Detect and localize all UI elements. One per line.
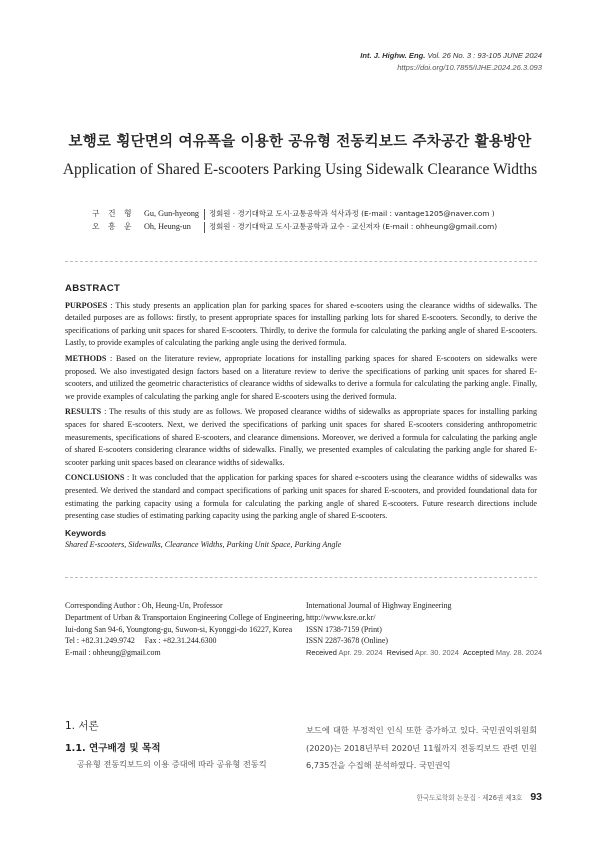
author-department: Department of Urban & Transportaion Engineering College of Engineering, [65, 612, 305, 622]
abstract-purposes [65, 300, 537, 350]
received-date: Apr. 29. 2024 [338, 648, 383, 658]
methods-label: METHODS [65, 353, 107, 363]
page-number: 93 [530, 791, 542, 803]
title-english: Application of Shared E-scooters Parking Using Sidewalk Clearance Widths [62, 161, 538, 178]
author-row [92, 208, 497, 221]
author-affiliation: 정회원 · 경기대학교 도시·교통공학과 석사과정 (E-mail : vantage1205@naver.com ) [209, 209, 495, 218]
results-label: RESULTS [65, 407, 102, 417]
conclusions-label: CONCLUSIONS [65, 473, 125, 483]
author-email[interactable]: E-mail : ohheung@gmail.com [65, 648, 161, 658]
conclusions-text: : It was concluded that the application for parking spaces for shared e-scooters using the clearance widths of sidewalks was presented. We derived the standard and compact specifications of parking unit spaces for shared E-scooters, and provided foundational data for estimating the parking capacity using a formula for calculating the parking angle of shared E-scooters. Future research directions include presenting case studies of estimating parking capacity using the parking angle of shared E-scooters. [65, 473, 537, 521]
accepted-date: May. 28. 2024 [495, 648, 543, 658]
author-affiliation: 정회원 · 경기대학교 도시·교통공학과 교수 · 교신저자 (E-mail : ohheung@gmail.com) [209, 221, 498, 231]
correspondence-block [65, 600, 305, 659]
author-address: Iui-dong San 94-6, Youngtong-gu, Suwon-si, Kyonggi-do 16227, Korea [65, 624, 293, 634]
subsection-title: 1.1. 연구배경 및 목적 [65, 743, 161, 754]
author-english-name: Gu, Gun-hyeong [144, 209, 200, 218]
author-english-name: Oh, Heung-un [144, 221, 191, 231]
author-list [92, 208, 497, 233]
section-title: 1. 서론 [65, 720, 99, 732]
issn-print: ISSN 1738-7159 (Print) [306, 624, 382, 634]
divider-bottom [65, 577, 537, 578]
accepted-label: Accepted [462, 648, 494, 658]
author-korean-name: 오 흥 운 [92, 221, 135, 231]
issn-online: ISSN 2287-3678 (Online) [306, 636, 388, 646]
methods-text: : Based on the literature review, appropriate locations for installing parking spaces for shared E-scooters on sidewalks were proposed. We also investigated design factors based on a literature review to derive the specifications of parking unit spaces for shared E-scooters, and utilized the geometric characteristics of clearance widths of sidewalks to derive a formula for calculating the parking angle. Finally, we provide examples of calculating the parking angle for shared E-scooters using the derived formula. [65, 353, 537, 401]
doi-link[interactable]: https://doi.org/10.7855/IJHE.2024.26.3.093 [397, 63, 542, 72]
journal-name-full: International Journal of Highway Engineering [306, 601, 452, 610]
abstract-conclusions [65, 472, 537, 522]
body-text-left: 공유형 전동킥보드의 이용 증대에 따라 공유형 전동킥 [77, 759, 267, 769]
keywords-heading: Keywords [65, 527, 107, 538]
revised-date: Apr. 30. 2024 [414, 648, 459, 658]
author-korean-name: 구 건 형 [92, 209, 135, 218]
journal-info-block [306, 600, 542, 659]
journal-name: Int. J. Highw. Eng. [360, 51, 426, 60]
purposes-label: PURPOSES [65, 300, 108, 310]
divider-top [65, 261, 537, 262]
results-text: : The results of this study are as follows. We proposed clearance widths of sidewalks as appropriate spaces for installing parking spaces for shared E-scooters. Next, we derived the specifications of parking unit spaces for shared E-scooters considering anthropometric measurements, specifications of shared E-scooters, and clearance dimensions. Moreover, we derived a formula for calculating the parking angle of shared E-scooters considering clearance widths of sidewalks. Finally, we presented examples of calculating the parking angle for shared E-scooter parking unit spaces based on clearance widths of sidewalks. [65, 407, 537, 467]
keywords-list: Shared E-scooters, Sidewalks, Clearance Widths, Parking Unit Space, Parking Angle [65, 540, 342, 550]
purposes-text: : This study presents an application plan for parking spaces for shared e-scooters using the clearance widths of sidewalks. The detailed purposes are as follows: firstly, to present appropriate spaces for installing parking lots for shared E-scooters. Secondly, to derive the specifications of parking unit spaces for shared E-scooters. Thirdly, to derive the formula for calculating the parking angle of shared E-scooters. Lastly, to provide examples of calculating the parking angle using the derived formula. [65, 300, 537, 348]
author-phone: Tel : +82.31.249.9742 Fax : +82.31.244.6300 [65, 636, 217, 646]
author-divider [204, 222, 205, 233]
title-korean: 보행로 횡단면의 여유폭을 이용한 공유형 전동킥보드 주차공간 활용방안 [68, 134, 532, 150]
footer-journal: 한국도로학회 논문집 · 제26권 제3호 [416, 794, 523, 802]
page-footer [416, 791, 542, 803]
revised-label: Revised [386, 648, 414, 658]
article-dates [306, 647, 542, 659]
abstract-block [65, 283, 537, 552]
abstract-results [65, 406, 537, 469]
author-divider [204, 209, 205, 220]
journal-url[interactable]: http://www.ksre.or.kr/ [306, 612, 376, 622]
author-row [92, 221, 497, 234]
volume-info: Vol. 26 No. 3 : 93-105 JUNE 2024 [427, 51, 542, 60]
abstract-methods [65, 353, 537, 403]
received-label: Received [306, 648, 337, 658]
corresponding-author: Corresponding Author : Oh, Heung-Un, Professor [65, 601, 223, 610]
body-text-right: 보드에 대한 부정적인 인식 또한 증가하고 있다. 국민권익위원회(2020)는 2018년부터 2020년 11월까지 전동킥보드 관련 민원 6,735건을 수집해 분석하였다. 국민권익 [306, 725, 537, 770]
abstract-heading: ABSTRACT [65, 283, 121, 294]
journal-header [360, 50, 542, 74]
